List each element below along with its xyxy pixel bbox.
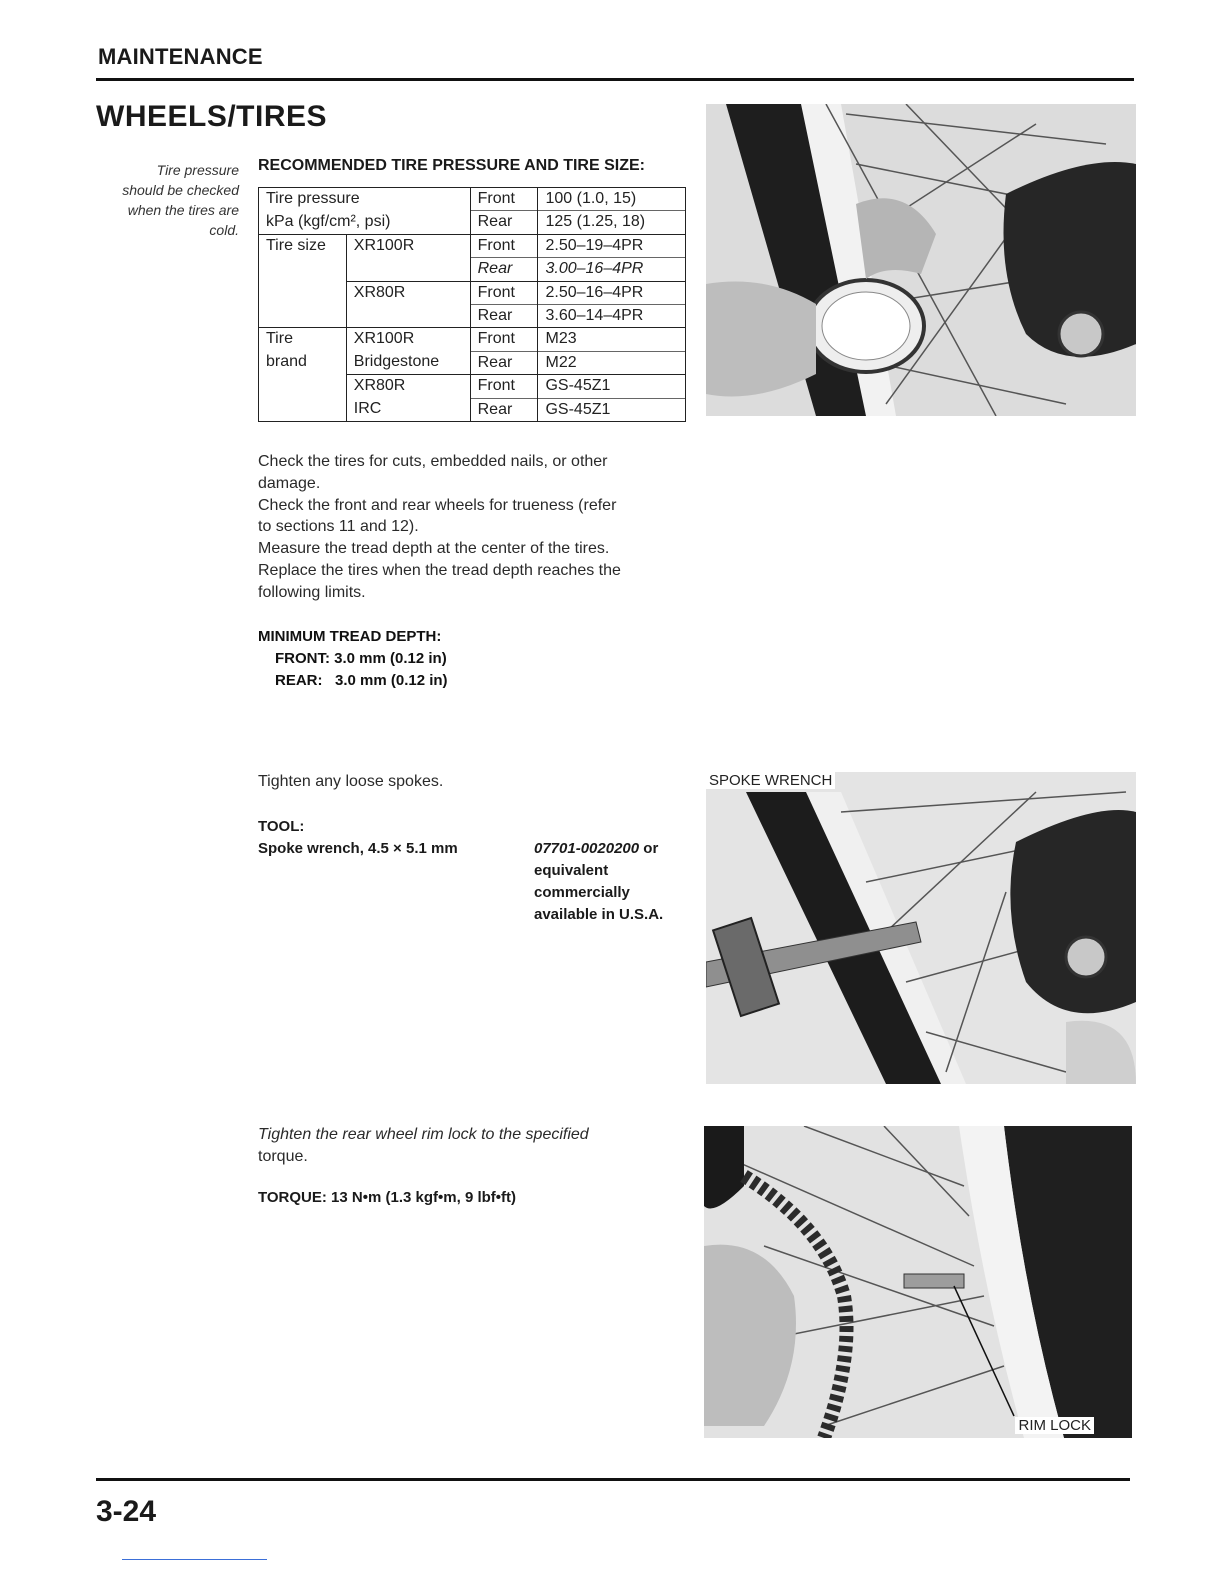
table-cell: XR100R — [346, 328, 470, 351]
table-cell: 3.60–14–4PR — [538, 304, 686, 327]
page-number: 3-24 — [96, 1495, 157, 1528]
rim-lock-label: RIM LOCK — [1015, 1417, 1094, 1434]
text-line: Measure the tread depth at the center of the tires. — [258, 540, 610, 558]
page-title: WHEELS/TIRES — [96, 100, 328, 133]
table-row — [259, 398, 686, 421]
part-note: available in U.S.A. — [534, 906, 664, 923]
footer-link-underline — [122, 1559, 267, 1560]
spokes-text: Tighten any loose spokes. — [258, 773, 444, 790]
table-cell: Rear — [470, 304, 538, 327]
text-line: Check the front and rear wheels for trueness (refer — [258, 496, 617, 514]
table-cell: 125 (1.25, 18) — [538, 211, 686, 234]
table-cell: Tire — [259, 328, 347, 351]
table-cell: 3.00–16–4PR — [538, 258, 686, 281]
spoke-wrench-label: SPOKE WRENCH — [706, 772, 835, 789]
table-cell: 100 (1.0, 15) — [538, 188, 686, 211]
tire-spec-table — [258, 187, 686, 422]
side-note — [96, 160, 239, 240]
torque-spec: TORQUE: 13 N•m (1.3 kgf•m, 9 lbf•ft) — [258, 1189, 517, 1206]
table-cell: Tire pressure — [259, 188, 471, 211]
table-title: RECOMMENDED TIRE PRESSURE AND TIRE SIZE: — [258, 157, 645, 174]
table-cell: Bridgestone — [346, 351, 470, 374]
table-cell: 2.50–16–4PR — [538, 281, 686, 304]
table-row — [259, 188, 686, 211]
table-cell: Front — [470, 234, 538, 257]
table-cell: Front — [470, 281, 538, 304]
table-cell: Rear — [470, 351, 538, 374]
header-rule — [96, 78, 1134, 81]
tread-front: FRONT: 3.0 mm (0.12 in) — [275, 650, 447, 667]
tread-rear: REAR: 3.0 mm (0.12 in) — [275, 672, 448, 689]
text-line: to sections 11 and 12). — [258, 518, 419, 536]
table-cell: Rear — [470, 398, 538, 421]
table-cell: Rear — [470, 211, 538, 234]
table-cell: GS-45Z1 — [538, 398, 686, 421]
table-cell: Front — [470, 328, 538, 351]
spoke-wrench-photo — [706, 772, 1136, 1084]
text-line: Check the tires for cuts, embedded nails, or other — [258, 453, 608, 470]
footer-rule — [96, 1478, 1130, 1481]
tread-heading: MINIMUM TREAD DEPTH: — [258, 628, 442, 645]
table-cell: Front — [470, 375, 538, 398]
table-cell: Tire size — [259, 234, 347, 328]
table-row — [259, 375, 686, 398]
section-header: MAINTENANCE — [98, 44, 263, 69]
table-row — [259, 328, 686, 351]
table-row — [259, 211, 686, 234]
tire-pressure-photo — [706, 104, 1136, 416]
table-cell: Rear — [470, 258, 538, 281]
tool-spec — [258, 816, 458, 860]
table-cell: M23 — [538, 328, 686, 351]
table-cell: IRC — [346, 398, 470, 421]
table-cell: Front — [470, 188, 538, 211]
text-line: torque. — [258, 1148, 308, 1165]
table-cell: brand — [259, 351, 347, 374]
table-cell: XR80R — [346, 281, 470, 328]
tread-depth-spec — [258, 626, 448, 692]
rim-lock-text — [258, 1124, 690, 1168]
table-cell: XR100R — [346, 234, 470, 281]
table-cell — [259, 398, 347, 421]
table-row — [259, 234, 686, 257]
tool-part-number — [534, 838, 663, 926]
table-cell: kPa (kgf/cm², psi) — [259, 211, 471, 234]
tool-name: Spoke wrench, 4.5 × 5.1 mm — [258, 840, 458, 857]
part-number: 07701-0020200 — [534, 840, 640, 857]
table-row — [259, 351, 686, 374]
rim-lock-photo — [704, 1126, 1132, 1438]
part-note: equivalent — [534, 862, 609, 879]
side-note-line: Tire pressure — [156, 162, 239, 178]
inspection-text — [258, 451, 690, 604]
text-line: Replace the tires when the tread depth reaches the — [258, 561, 621, 579]
side-note-line: when the tires are — [127, 202, 239, 218]
side-note-line: cold. — [209, 222, 239, 238]
text-line: damage. — [258, 474, 321, 492]
table-cell: XR80R — [346, 375, 470, 398]
table-cell: 2.50–19–4PR — [538, 234, 686, 257]
text-line: following limits. — [258, 583, 366, 601]
text-line: Tighten the rear wheel rim lock to the specified — [258, 1126, 589, 1143]
part-note: commercially — [534, 884, 630, 901]
side-note-line: should be checked — [122, 182, 239, 198]
part-suffix: or — [639, 840, 659, 857]
tool-heading: TOOL: — [258, 818, 305, 835]
table-cell: GS-45Z1 — [538, 375, 686, 398]
table-cell: M22 — [538, 351, 686, 374]
table-cell — [259, 375, 347, 398]
